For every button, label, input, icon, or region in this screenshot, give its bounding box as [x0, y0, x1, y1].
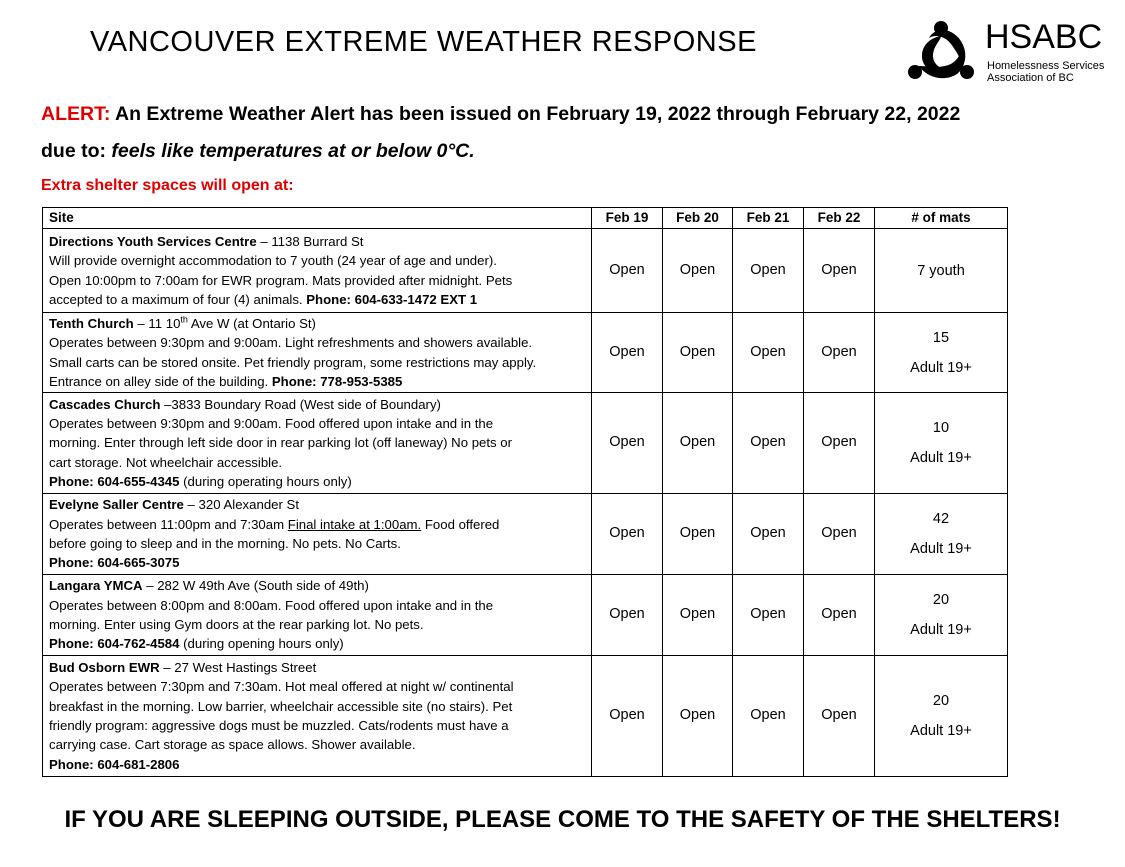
- site-detail: Small carts can be stored onsite. Pet friendly program, some restrictions may apply.: [49, 354, 537, 370]
- site-detail: cart storage. Not wheelchair accessible.: [49, 454, 283, 470]
- mats-count: 15: [932, 329, 950, 346]
- site-phone: Phone: 604-681-2806: [49, 756, 180, 772]
- status-feb22: Open: [804, 229, 875, 313]
- site-detail: carrying case. Cart storage as space allows. Shower available.: [49, 737, 416, 753]
- extra-spaces-heading: Extra shelter spaces will open at:: [41, 177, 294, 194]
- mats-group: Adult 19+: [910, 359, 972, 376]
- logo-tagline: [987, 60, 1117, 84]
- alert-text: An Extreme Weather Alert has been issued on February 19, 2022 through February 22, 2022: [110, 103, 961, 125]
- status-feb21: Open: [733, 229, 804, 313]
- alert-reason: [41, 140, 475, 163]
- table-row: [43, 393, 1008, 494]
- mats-count: 20: [932, 693, 950, 709]
- status-feb22: Open: [804, 575, 875, 656]
- mats-count: 42: [932, 511, 950, 527]
- site-phone: Phone: 778-953-5385: [271, 373, 403, 389]
- site-detail: Will provide overnight accommodation to 7 youth (24 year of age and under).: [49, 253, 497, 269]
- site-cell: [43, 229, 592, 313]
- mats-cell: [875, 494, 1008, 575]
- site-address: Ave W (at Ontario St): [187, 315, 316, 331]
- status-feb20: Open: [663, 393, 733, 494]
- col-header-feb22: Feb 22: [804, 208, 875, 229]
- table-row: [43, 313, 1008, 393]
- site-detail: morning. Enter through left side door in rear parking lot (off laneway) No pets or: [49, 435, 513, 451]
- alert-label: ALERT:: [41, 103, 111, 125]
- site-address: – 282 W 49th Ave (South side of 49th): [142, 578, 369, 594]
- site-phone: Phone: 604-633-1472 EXT 1: [306, 291, 478, 307]
- site-name: Langara YMCA: [49, 578, 143, 594]
- site-cell: [43, 656, 592, 777]
- site-cell: [43, 575, 592, 656]
- site-address: – 1138 Burrard St: [256, 233, 364, 249]
- final-intake-note: Final intake at 1:00am.: [287, 516, 422, 532]
- site-cell: [43, 494, 592, 575]
- status-feb19: Open: [592, 575, 663, 656]
- status-feb20: Open: [663, 494, 733, 575]
- status-feb21: Open: [733, 494, 804, 575]
- alert-line: [41, 103, 960, 126]
- status-feb21: Open: [733, 575, 804, 656]
- status-feb21: Open: [733, 313, 804, 393]
- footer-message: IF YOU ARE SLEEPING OUTSIDE, PLEASE COME TO THE SAFETY OF THE SHELTERS!: [64, 806, 1061, 833]
- site-detail: Operates between 8:00pm and 8:00am. Food offered upon intake and in the: [49, 597, 494, 613]
- status-feb21: Open: [733, 393, 804, 494]
- mats-count: 20: [932, 592, 950, 608]
- col-header-site: Site: [43, 208, 592, 229]
- site-detail: Entrance on alley side of the building.: [49, 373, 272, 389]
- table-row: [43, 575, 1008, 656]
- table-row: [43, 229, 1008, 313]
- status-feb19: Open: [592, 656, 663, 777]
- status-feb19: Open: [592, 393, 663, 494]
- site-phone: Phone: 604-665-3075: [49, 555, 180, 571]
- site-detail: breakfast in the morning. Low barrier, wheelchair accessible site (no stairs). Pet: [49, 698, 513, 714]
- status-feb22: Open: [804, 494, 875, 575]
- site-detail: accepted to a maximum of four (4) animals.: [49, 291, 307, 307]
- status-feb20: Open: [663, 229, 733, 313]
- hsabc-logo: [905, 18, 1115, 88]
- site-detail: Open 10:00pm to 7:00am for EWR program. Mats provided after midnight. Pets: [49, 272, 513, 288]
- site-address-sup: th: [180, 314, 188, 325]
- due-reason: feels like temperatures at or below 0°C.: [111, 140, 475, 162]
- site-address: – 11 10: [133, 315, 181, 331]
- logo-brand: HSABC: [985, 18, 1103, 56]
- status-feb20: Open: [663, 656, 733, 777]
- mats-cell: [875, 393, 1008, 494]
- mats-cell: 7 youth: [875, 229, 1008, 313]
- status-feb19: Open: [592, 229, 663, 313]
- site-phone-note: (during opening hours only): [179, 636, 344, 652]
- mats-cell: [875, 313, 1008, 393]
- site-detail: before going to sleep and in the morning. No pets. No Carts.: [49, 536, 401, 551]
- mats-cell: [875, 575, 1008, 656]
- status-feb22: Open: [804, 313, 875, 393]
- triple-swirl-logo-icon: [905, 18, 977, 86]
- site-phone: Phone: 604-762-4584: [49, 636, 180, 652]
- shelter-table: [42, 207, 1008, 777]
- site-cell: [43, 313, 592, 393]
- site-name: Cascades Church: [49, 396, 161, 412]
- site-detail: Operates between 7:30pm and 7:30am. Hot meal offered at night w/ continental: [49, 679, 514, 695]
- site-detail: friendly program: aggressive dogs must be muzzled. Cats/rodents must have a: [49, 718, 509, 733]
- site-detail: morning. Enter using Gym doors at the rear parking lot. No pets.: [49, 617, 424, 632]
- site-phone-note: (during operating hours only): [179, 473, 352, 489]
- site-detail: Operates between 9:30pm and 9:00am. Food offered upon intake and in the: [49, 416, 494, 432]
- mats-count: 10: [932, 420, 950, 436]
- status-feb20: Open: [663, 313, 733, 393]
- status-feb19: Open: [592, 313, 663, 393]
- mats-group: Adult 19+: [910, 723, 972, 739]
- status-feb21: Open: [733, 656, 804, 777]
- col-header-feb19: Feb 19: [592, 208, 663, 229]
- site-detail: Operates between 11:00pm and 7:30am: [49, 516, 288, 532]
- table-row: [43, 494, 1008, 575]
- table-header-row: [43, 208, 1008, 229]
- site-detail: Food offered: [421, 516, 500, 532]
- site-phone: Phone: 604-655-4345: [49, 473, 180, 489]
- site-detail: Operates between 9:30pm and 9:00am. Light refreshments and showers available.: [49, 335, 533, 351]
- logo-tagline-line2: Association of BC: [987, 72, 1074, 84]
- site-address: – 27 West Hastings Street: [159, 660, 317, 676]
- mats-cell: [875, 656, 1008, 777]
- col-header-feb21: Feb 21: [733, 208, 804, 229]
- table-row: [43, 656, 1008, 777]
- site-name: Bud Osborn EWR: [49, 660, 160, 676]
- status-feb22: Open: [804, 393, 875, 494]
- site-cell: [43, 393, 592, 494]
- page-title: VANCOUVER EXTREME WEATHER RESPONSE: [90, 26, 757, 58]
- col-header-mats: # of mats: [875, 208, 1008, 229]
- due-prefix: due to:: [41, 140, 112, 162]
- status-feb19: Open: [592, 494, 663, 575]
- col-header-feb20: Feb 20: [663, 208, 733, 229]
- site-name: Directions Youth Services Centre: [49, 233, 257, 249]
- status-feb22: Open: [804, 656, 875, 777]
- status-feb20: Open: [663, 575, 733, 656]
- logo-tagline-line1: Homelessness Services: [987, 60, 1105, 72]
- site-address: –3833 Boundary Road (West side of Boundary): [160, 396, 441, 412]
- mats-group: Adult 19+: [910, 541, 972, 557]
- site-name: Tenth Church: [49, 315, 134, 331]
- mats-group: Adult 19+: [910, 622, 972, 638]
- mats-group: Adult 19+: [910, 450, 972, 466]
- site-name: Evelyne Saller Centre: [49, 497, 184, 513]
- site-address: – 320 Alexander St: [183, 497, 299, 513]
